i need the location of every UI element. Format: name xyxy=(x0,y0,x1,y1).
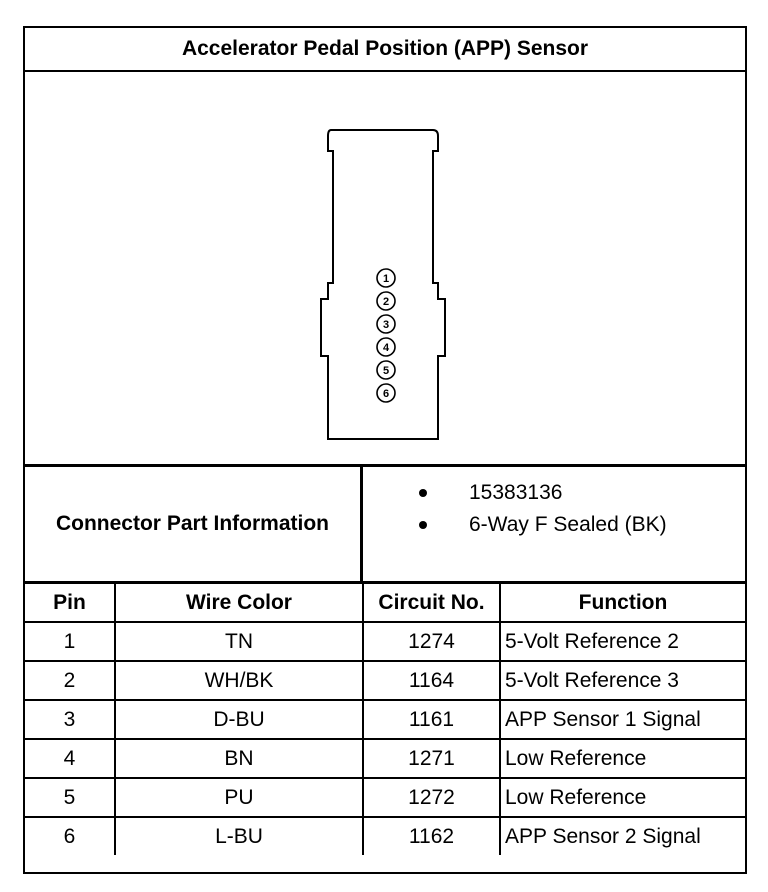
function-cell: APP Sensor 1 Signal xyxy=(500,700,745,739)
page-title: Accelerator Pedal Position (APP) Sensor xyxy=(25,28,745,72)
pin-table xyxy=(25,584,745,855)
table-header-row xyxy=(25,584,745,622)
connector-pin xyxy=(377,269,395,287)
table-row xyxy=(25,661,745,700)
connector-part-information xyxy=(25,464,745,584)
wire-color-cell: PU xyxy=(115,778,363,817)
connector-sheet xyxy=(23,26,747,874)
table-row xyxy=(25,622,745,661)
circuit-cell: 1274 xyxy=(363,622,500,661)
part-number: 15383136 xyxy=(469,481,563,504)
pin-cell: 6 xyxy=(25,817,115,855)
pin-cell: 4 xyxy=(25,739,115,778)
function-cell: APP Sensor 2 Signal xyxy=(500,817,745,855)
column-header-circuit-no: Circuit No. xyxy=(363,584,500,622)
function-cell: Low Reference xyxy=(500,739,745,778)
column-header-pin: Pin xyxy=(25,584,115,622)
function-cell: 5-Volt Reference 2 xyxy=(500,622,745,661)
wire-color-cell: L-BU xyxy=(115,817,363,855)
pin-number: 3 xyxy=(382,319,390,331)
wire-color-cell: D-BU xyxy=(115,700,363,739)
part-info-item xyxy=(419,513,667,537)
pin-cell: 3 xyxy=(25,700,115,739)
pin-number: 4 xyxy=(382,342,390,354)
connector-pin xyxy=(377,361,395,379)
circuit-cell: 1164 xyxy=(363,661,500,700)
table-row xyxy=(25,739,745,778)
wire-color-cell: WH/BK xyxy=(115,661,363,700)
bullet-icon xyxy=(419,521,427,529)
pin-circles xyxy=(377,269,395,402)
connector-drawing xyxy=(25,72,745,464)
pin-number: 5 xyxy=(382,365,390,377)
connector-diagram xyxy=(25,72,745,464)
function-cell: Low Reference xyxy=(500,778,745,817)
pin-cell: 1 xyxy=(25,622,115,661)
connector-description: 6-Way F Sealed (BK) xyxy=(469,513,667,536)
connector-pin xyxy=(377,338,395,356)
part-info-item xyxy=(419,481,562,505)
pin-cell: 5 xyxy=(25,778,115,817)
wire-color-cell: TN xyxy=(115,622,363,661)
pin-number: 2 xyxy=(382,296,390,308)
part-info-label: Connector Part Information xyxy=(25,467,363,581)
pin-number: 6 xyxy=(382,388,390,400)
table-row xyxy=(25,700,745,739)
table-row xyxy=(25,817,745,855)
column-header-wire-color: Wire Color xyxy=(115,584,363,622)
circuit-cell: 1161 xyxy=(363,700,500,739)
circuit-cell: 1272 xyxy=(363,778,500,817)
column-header-function: Function xyxy=(500,584,745,622)
table-row xyxy=(25,778,745,817)
pin-cell: 2 xyxy=(25,661,115,700)
circuit-cell: 1271 xyxy=(363,739,500,778)
circuit-cell: 1162 xyxy=(363,817,500,855)
connector-pin xyxy=(377,315,395,333)
connector-pin xyxy=(377,292,395,310)
part-info-list xyxy=(363,467,745,581)
function-cell: 5-Volt Reference 3 xyxy=(500,661,745,700)
wire-color-cell: BN xyxy=(115,739,363,778)
connector-pin xyxy=(377,384,395,402)
pin-number: 1 xyxy=(382,273,390,285)
bullet-icon xyxy=(419,489,427,497)
